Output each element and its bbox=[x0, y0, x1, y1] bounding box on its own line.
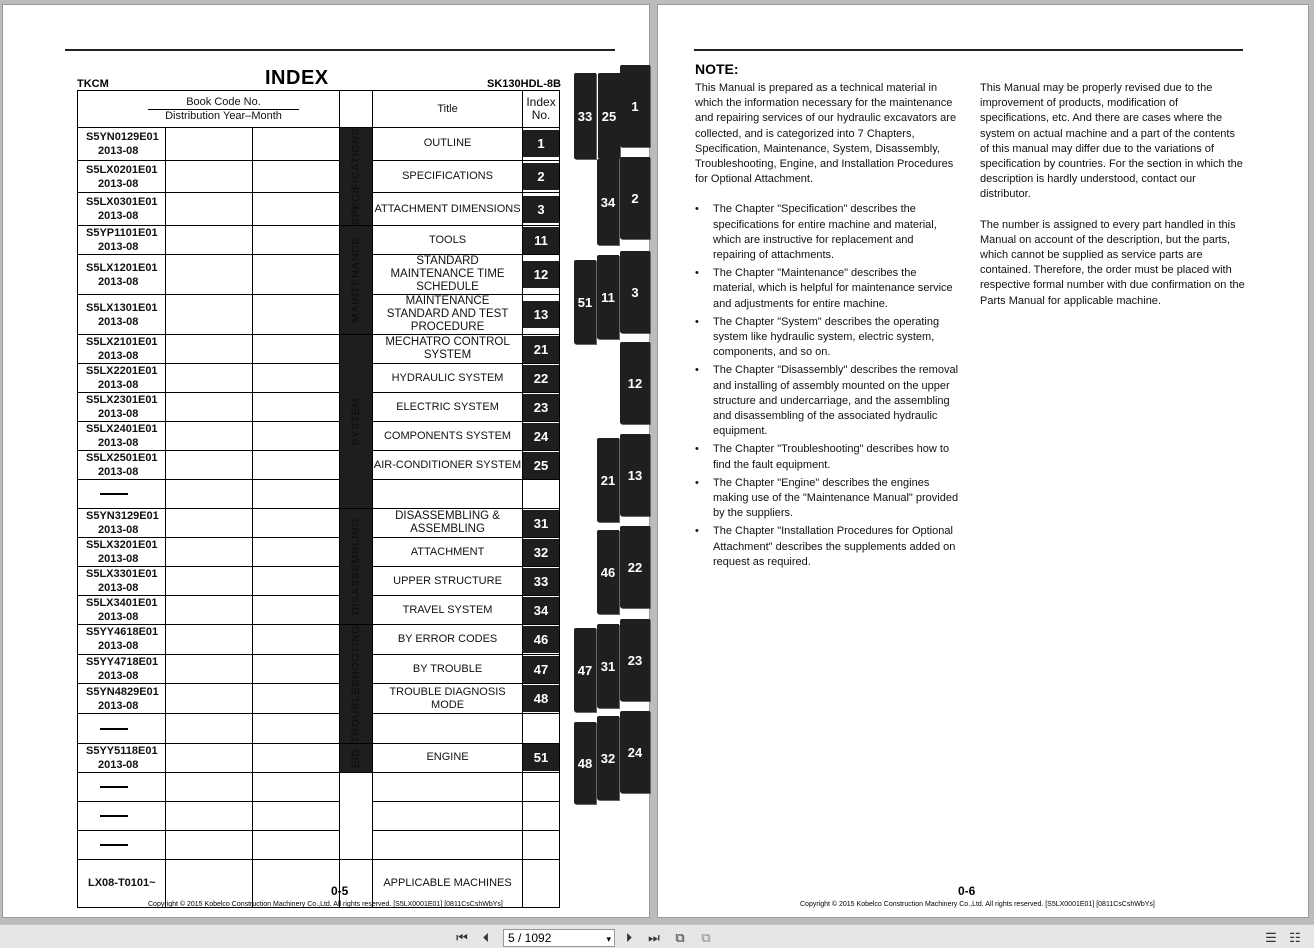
chapter-title[interactable]: TRAVEL SYSTEM bbox=[373, 596, 523, 625]
table-row bbox=[78, 451, 560, 480]
book-code-cell bbox=[78, 480, 166, 509]
index-number-cell[interactable] bbox=[523, 335, 560, 364]
left-column bbox=[695, 81, 959, 573]
blank-cell bbox=[166, 830, 253, 859]
index-tab[interactable]: 13 bbox=[620, 434, 650, 516]
index-tab[interactable]: 34 bbox=[597, 159, 619, 245]
chapter-title[interactable]: ATTACHMENT bbox=[373, 538, 523, 567]
blank-cell bbox=[166, 128, 253, 161]
book-code: S5YN0129E01 bbox=[86, 130, 159, 143]
blank-cell bbox=[253, 509, 340, 538]
chevron-down-icon[interactable]: ▾ bbox=[606, 934, 611, 944]
model-code: SK130HDL-8B bbox=[487, 78, 561, 90]
book-code: S5YP1101E01 bbox=[86, 227, 158, 240]
blank-cell bbox=[253, 193, 340, 226]
index-tab[interactable]: 47 bbox=[574, 628, 596, 712]
book-code-cell bbox=[78, 509, 166, 538]
index-number[interactable]: 25 bbox=[522, 452, 560, 479]
index-number[interactable]: 47 bbox=[522, 656, 560, 683]
index-number-cell[interactable] bbox=[523, 364, 560, 393]
index-number[interactable]: 51 bbox=[522, 744, 560, 771]
table-row bbox=[78, 830, 560, 859]
rotate-icon[interactable]: ⧉ bbox=[675, 929, 685, 945]
distribution-date: 2013-08 bbox=[98, 144, 139, 157]
book-code: S5LX3401E01 bbox=[86, 597, 158, 610]
two-page-view-icon[interactable]: ☷ bbox=[1289, 929, 1301, 945]
blank-cell bbox=[253, 654, 340, 684]
index-number-cell[interactable] bbox=[523, 859, 560, 907]
blank-cell bbox=[166, 684, 253, 714]
page-number: 0-5 bbox=[331, 884, 349, 898]
index-tab[interactable]: 46 bbox=[597, 530, 619, 614]
distribution-date: 2013-08 bbox=[98, 640, 139, 653]
book-code: S5LX3301E01 bbox=[86, 568, 158, 581]
chapter-title[interactable] bbox=[373, 714, 523, 744]
book-code: S5LX2501E01 bbox=[86, 452, 158, 465]
chapter-title[interactable]: AIR-CONDITIONER SYSTEM bbox=[373, 451, 523, 480]
book-code: S5LX2301E01 bbox=[86, 394, 158, 407]
blank-cell bbox=[166, 625, 253, 655]
index-number[interactable]: 1 bbox=[522, 130, 560, 157]
book-code-cell bbox=[78, 684, 166, 714]
blank-cell bbox=[253, 684, 340, 714]
index-number-cell[interactable] bbox=[523, 596, 560, 625]
distribution-date: 2013-08 bbox=[98, 758, 139, 771]
blank-cell bbox=[253, 364, 340, 393]
table-row bbox=[78, 160, 560, 193]
book-code-cell bbox=[78, 743, 166, 772]
index-number[interactable]: 24 bbox=[522, 423, 560, 450]
blank-cell bbox=[166, 714, 253, 744]
next-page-icon[interactable]: ⏵ bbox=[625, 929, 633, 945]
blank-cell bbox=[253, 567, 340, 596]
table-row bbox=[78, 128, 560, 161]
table-row bbox=[78, 654, 560, 684]
index-tab[interactable]: 2 bbox=[620, 157, 650, 239]
copyright: Copyright © 2015 Kobelco Construction Machinery Co.,Ltd. All rights reserved. [S5LX0001E01] [0811CsCshWbYs] bbox=[148, 901, 503, 908]
index-tab[interactable]: 12 bbox=[620, 342, 650, 424]
index-tab[interactable]: 11 bbox=[597, 255, 619, 339]
index-number-cell[interactable] bbox=[523, 160, 560, 193]
table-row bbox=[78, 422, 560, 451]
list-item: • The Chapter "Engine" describes the engines making use of the "Maintenance Manual" provided by the suppliers. bbox=[695, 476, 959, 522]
distribution-date: 2013-08 bbox=[98, 210, 139, 223]
parts-paragraph: The number is assigned to every part handled in this Manual on account of the description, but the parts, which cannot be supplied as service parts are contained. Therefore, the order must be placed with respective formal number with due confirmation on the Parts Manual for applicable machine. bbox=[980, 218, 1245, 307]
blank-cell bbox=[166, 364, 253, 393]
distribution-date: 2013-08 bbox=[98, 275, 139, 288]
table-row bbox=[78, 714, 560, 744]
distribution-date: 2013-08 bbox=[98, 699, 139, 712]
chapter-title[interactable]: SPECIFICATIONS bbox=[373, 160, 523, 193]
category-label: SYSTEM bbox=[350, 397, 363, 446]
chapter-title[interactable]: HYDRAULIC SYSTEM bbox=[373, 364, 523, 393]
category-maintenance bbox=[340, 226, 373, 335]
index-tab[interactable]: 21 bbox=[597, 438, 619, 522]
top-rule bbox=[694, 49, 1243, 51]
index-header bbox=[77, 67, 561, 91]
index-number-cell[interactable] bbox=[523, 743, 560, 772]
book-code: LX08-T0101~ bbox=[88, 877, 156, 890]
fit-icon[interactable]: ⧉ bbox=[701, 929, 711, 945]
index-no-header: Index No. bbox=[523, 91, 560, 128]
single-page-view-icon[interactable]: ☰ bbox=[1265, 929, 1277, 945]
distribution-date: 2013-08 bbox=[98, 466, 139, 479]
category-header bbox=[340, 91, 373, 128]
book-code-cell bbox=[78, 255, 166, 295]
chapter-title[interactable]: STANDARD MAINTENANCE TIME SCHEDULE bbox=[373, 255, 523, 295]
blank-cell bbox=[166, 160, 253, 193]
blank-cell bbox=[253, 226, 340, 255]
table-header-row bbox=[78, 91, 560, 128]
index-tab[interactable]: 33 bbox=[574, 73, 596, 159]
blank-cell bbox=[166, 772, 253, 801]
book-code-cell bbox=[78, 393, 166, 422]
blank-cell bbox=[253, 801, 340, 830]
index-table bbox=[77, 90, 560, 908]
category-label: TROUBLESHOOTING bbox=[350, 625, 363, 743]
chapter-title[interactable]: APPLICABLE MACHINES bbox=[373, 859, 523, 907]
blank-cell bbox=[166, 801, 253, 830]
category-troubleshooting bbox=[340, 625, 373, 744]
category-system bbox=[340, 335, 373, 509]
book-code-cell bbox=[78, 335, 166, 364]
distribution-date: 2013-08 bbox=[98, 437, 139, 450]
index-tab[interactable]: 48 bbox=[574, 722, 596, 804]
index-number[interactable]: 32 bbox=[522, 539, 560, 566]
index-tab[interactable]: 3 bbox=[620, 251, 650, 333]
distribution-date: 2013-08 bbox=[98, 670, 139, 683]
book-code-header: Book Code No. Distribution Year–Month bbox=[78, 91, 340, 128]
distribution-date: 2013-08 bbox=[98, 553, 139, 566]
blank-cell bbox=[253, 295, 340, 335]
blank-cell bbox=[253, 255, 340, 295]
book-code-cell bbox=[78, 772, 166, 801]
category-specifications bbox=[340, 128, 373, 226]
chapter-title[interactable] bbox=[373, 772, 523, 801]
index-number-cell[interactable] bbox=[523, 772, 560, 801]
blank-cell bbox=[253, 743, 340, 772]
book-code: S5LX3201E01 bbox=[86, 539, 158, 552]
blank-cell bbox=[253, 335, 340, 364]
index-number[interactable]: 34 bbox=[522, 597, 560, 624]
book-code: S5YY4718E01 bbox=[86, 656, 159, 669]
blank-cell bbox=[166, 596, 253, 625]
table-row bbox=[78, 801, 560, 830]
book-code-cell bbox=[78, 538, 166, 567]
chapter-title[interactable]: UPPER STRUCTURE bbox=[373, 567, 523, 596]
chapter-title[interactable]: ELECTRIC SYSTEM bbox=[373, 393, 523, 422]
chapter-list bbox=[695, 202, 959, 570]
blank-cell bbox=[253, 596, 340, 625]
index-tab[interactable]: 32 bbox=[597, 716, 619, 800]
chapter-title[interactable]: MECHATRO CONTROL SYSTEM bbox=[373, 335, 523, 364]
index-number[interactable]: 2 bbox=[522, 163, 560, 190]
blank-cell bbox=[253, 422, 340, 451]
table-row bbox=[78, 625, 560, 655]
header-left: TKCM bbox=[77, 78, 109, 90]
index-tab[interactable]: 1 bbox=[620, 65, 650, 147]
distribution-date: 2013-08 bbox=[98, 350, 139, 363]
index-number-cell[interactable] bbox=[523, 226, 560, 255]
distribution-date: 2013-08 bbox=[98, 524, 139, 537]
index-number[interactable]: 33 bbox=[522, 568, 560, 595]
index-number[interactable]: 23 bbox=[522, 394, 560, 421]
blank-cell bbox=[253, 480, 340, 509]
distribution-date: 2013-08 bbox=[98, 611, 139, 624]
category-disassembling bbox=[340, 509, 373, 625]
blank-cell bbox=[166, 451, 253, 480]
table-row bbox=[78, 255, 560, 295]
book-code-cell bbox=[78, 596, 166, 625]
chapter-title[interactable]: TROUBLE DIAGNOSIS MODE bbox=[373, 684, 523, 714]
list-item: • The Chapter "Troubleshooting" describes how to find the fault equipment. bbox=[695, 442, 959, 472]
chapter-title[interactable]: BY TROUBLE bbox=[373, 654, 523, 684]
index-title: INDEX bbox=[265, 67, 329, 89]
blank-cell bbox=[166, 567, 253, 596]
table-row bbox=[78, 509, 560, 538]
index-number-cell[interactable] bbox=[523, 830, 560, 859]
viewer-toolbar bbox=[0, 924, 1314, 948]
chapter-title[interactable]: ENGINE bbox=[373, 743, 523, 772]
book-code-cell bbox=[78, 654, 166, 684]
distribution-date: 2013-08 bbox=[98, 177, 139, 190]
book-code-cell bbox=[78, 160, 166, 193]
list-item: • The Chapter "Maintenance" describes the material, which is helpful for maintenance service and adjustments for entire machine. bbox=[695, 266, 959, 312]
table-row bbox=[78, 193, 560, 226]
index-number-cell[interactable] bbox=[523, 567, 560, 596]
table-row bbox=[78, 226, 560, 255]
book-code: S5YY4618E01 bbox=[86, 626, 159, 639]
first-page-icon[interactable]: ⏮ bbox=[456, 929, 468, 945]
table-row bbox=[78, 743, 560, 772]
index-tab[interactable]: 23 bbox=[620, 619, 650, 701]
book-code-cell bbox=[78, 422, 166, 451]
copyright: Copyright © 2015 Kobelco Construction Machinery Co.,Ltd. All rights reserved. [S5LX0001E01] [0811CsCshWbYs] bbox=[800, 901, 1155, 908]
dash-mark bbox=[100, 493, 128, 495]
index-number-cell[interactable] bbox=[523, 422, 560, 451]
index-number[interactable]: 46 bbox=[522, 626, 560, 653]
book-code: S5LX2201E01 bbox=[86, 365, 158, 378]
book-code-cell bbox=[78, 801, 166, 830]
book-code: S5YN4829E01 bbox=[86, 685, 159, 698]
blank-cell bbox=[253, 830, 340, 859]
page-right bbox=[657, 4, 1309, 918]
blank-cell bbox=[166, 335, 253, 364]
blank-cell bbox=[166, 255, 253, 295]
index-number[interactable]: 3 bbox=[522, 196, 560, 223]
category-label: E/G bbox=[350, 747, 363, 768]
index-number-cell[interactable] bbox=[523, 538, 560, 567]
book-code-cell bbox=[78, 364, 166, 393]
index-number-cell[interactable] bbox=[523, 295, 560, 335]
chapter-title[interactable]: OUTLINE bbox=[373, 128, 523, 161]
table-row bbox=[78, 596, 560, 625]
index-number-cell[interactable] bbox=[523, 393, 560, 422]
chapter-title[interactable]: DISASSEMBLING & ASSEMBLING bbox=[373, 509, 523, 538]
table-row bbox=[78, 684, 560, 714]
chapter-title[interactable] bbox=[373, 830, 523, 859]
blank-cell bbox=[166, 538, 253, 567]
index-tab[interactable]: 51 bbox=[574, 260, 596, 344]
index-number[interactable]: 22 bbox=[522, 365, 560, 392]
book-code: S5LX2101E01 bbox=[86, 336, 158, 349]
blank-cell bbox=[253, 772, 340, 801]
page-number: 0-6 bbox=[958, 884, 976, 898]
blank-cell bbox=[166, 654, 253, 684]
blank-cell bbox=[166, 295, 253, 335]
category-eg bbox=[340, 743, 373, 772]
book-code-cell bbox=[78, 128, 166, 161]
blank-cell bbox=[166, 226, 253, 255]
blank-cell bbox=[166, 393, 253, 422]
category-label: DISASSEMBLING bbox=[350, 518, 363, 616]
index-number-cell[interactable] bbox=[523, 451, 560, 480]
index-number-cell[interactable] bbox=[523, 128, 560, 161]
index-number-cell[interactable] bbox=[523, 480, 560, 509]
chapter-title[interactable] bbox=[373, 801, 523, 830]
page-number-input[interactable]: 5 / 1092 ▾ bbox=[503, 929, 615, 947]
chapter-title[interactable]: ATTACHMENT DIMENSIONS bbox=[373, 193, 523, 226]
dash-mark bbox=[100, 728, 128, 730]
blank-cell bbox=[166, 193, 253, 226]
page-left bbox=[2, 4, 650, 918]
index-number-cell[interactable] bbox=[523, 255, 560, 295]
book-code-cell bbox=[78, 193, 166, 226]
list-item: • The Chapter "Disassembly" describes the removal and installing of assembly mounted on the upper structure and undercarriage, and the assembling and disassembling of the associated hydraulic equipment. bbox=[695, 363, 959, 439]
book-code: S5LX0201E01 bbox=[86, 163, 158, 176]
list-item: • The Chapter "Specification" describes the specifications for entire machine and material, which are instructive for replacement and repairing of attachments. bbox=[695, 202, 959, 263]
category-label: MAINTENANCE bbox=[350, 237, 363, 323]
table-row bbox=[78, 364, 560, 393]
book-code-cell bbox=[78, 567, 166, 596]
blank-cell bbox=[253, 625, 340, 655]
index-number-cell[interactable] bbox=[523, 684, 560, 714]
book-code: S5LX1301E01 bbox=[86, 301, 158, 314]
distribution-date: 2013-08 bbox=[98, 582, 139, 595]
blank-cell bbox=[253, 538, 340, 567]
list-item: • The Chapter "System" describes the operating system like hydraulic system, electric system, components, and so on. bbox=[695, 315, 959, 361]
chapter-title[interactable]: BY ERROR CODES bbox=[373, 625, 523, 655]
index-number[interactable]: 12 bbox=[522, 261, 560, 288]
note-title: NOTE: bbox=[695, 61, 739, 77]
blank-cell bbox=[253, 160, 340, 193]
index-number-cell[interactable] bbox=[523, 625, 560, 655]
book-code: S5YN3129E01 bbox=[86, 510, 159, 523]
distribution-date: 2013-08 bbox=[98, 408, 139, 421]
table-row bbox=[78, 567, 560, 596]
chapter-title[interactable]: COMPONENTS SYSTEM bbox=[373, 422, 523, 451]
book-code: S5LX0301E01 bbox=[86, 196, 158, 209]
index-number[interactable]: 31 bbox=[522, 510, 560, 537]
table-row bbox=[78, 772, 560, 801]
index-tab[interactable]: 22 bbox=[620, 526, 650, 608]
last-page-icon[interactable]: ⏭ bbox=[648, 929, 660, 945]
chapter-title[interactable] bbox=[373, 480, 523, 509]
chapter-title[interactable]: MAINTENANCE STANDARD AND TEST PROCEDURE bbox=[373, 295, 523, 335]
blank-cell bbox=[166, 509, 253, 538]
index-tab[interactable]: 31 bbox=[597, 624, 619, 708]
blank-cell bbox=[253, 714, 340, 744]
index-number-cell[interactable] bbox=[523, 714, 560, 744]
distribution-date: 2013-08 bbox=[98, 241, 139, 254]
index-number-cell[interactable] bbox=[523, 193, 560, 226]
blank-cell bbox=[166, 743, 253, 772]
category-label: SPECIFICATIONS bbox=[350, 128, 363, 226]
revision-paragraph: This Manual may be properly revised due to the improvement of products, modification of specifications, etc. And there are cases where the system on actual machine and a part of the contents of this manual may differ due to the variations of specification by countries. For the section in which the description is hardly understood, contact our distributor. bbox=[980, 82, 1243, 201]
blank-cell bbox=[166, 480, 253, 509]
category-blank bbox=[340, 772, 373, 859]
distribution-date: 2013-08 bbox=[98, 379, 139, 392]
blank-cell bbox=[166, 422, 253, 451]
index-number-cell[interactable] bbox=[523, 509, 560, 538]
intro-paragraph: This Manual is prepared as a technical material in which the information necessary for the maintenance and repairing services of our hydraulic excavators are collected, and is categorized into 7 Chapters, Specification, Maintenance, System, Disassembly, Troubleshooting, Engine, and Installation Procedures for Optional Attachment. bbox=[695, 82, 957, 186]
list-item: • The Chapter "Installation Procedures for Optional Attachment" describes the supplements added on request as required. bbox=[695, 524, 959, 570]
index-number[interactable]: 11 bbox=[522, 227, 560, 254]
book-code-cell bbox=[78, 830, 166, 859]
title-header: Title bbox=[373, 91, 523, 128]
index-number-cell[interactable] bbox=[523, 654, 560, 684]
book-code-cell bbox=[78, 451, 166, 480]
dash-mark bbox=[100, 844, 128, 846]
book-code: S5LX1201E01 bbox=[86, 261, 158, 274]
blank-cell bbox=[253, 451, 340, 480]
book-code-cell bbox=[78, 714, 166, 744]
book-code: S5LX2401E01 bbox=[86, 423, 158, 436]
index-number[interactable]: 13 bbox=[522, 301, 560, 328]
blank-cell bbox=[253, 393, 340, 422]
prev-page-icon[interactable]: ⏴ bbox=[482, 929, 490, 945]
right-column bbox=[980, 81, 1246, 324]
blank-cell bbox=[253, 128, 340, 161]
index-tab[interactable]: 25 bbox=[598, 73, 620, 159]
index-tab[interactable]: 24 bbox=[620, 711, 650, 793]
distribution-date: 2013-08 bbox=[98, 315, 139, 328]
table-row bbox=[78, 335, 560, 364]
book-code-cell bbox=[78, 226, 166, 255]
book-code-cell bbox=[78, 295, 166, 335]
table-row bbox=[78, 393, 560, 422]
book-code-cell bbox=[78, 625, 166, 655]
book-code: S5YY5118E01 bbox=[86, 744, 158, 757]
table-row bbox=[78, 295, 560, 335]
top-rule bbox=[65, 49, 615, 51]
table-row bbox=[78, 538, 560, 567]
table-row bbox=[78, 480, 560, 509]
index-number-cell[interactable] bbox=[523, 801, 560, 830]
dash-mark bbox=[100, 786, 128, 788]
index-number[interactable]: 48 bbox=[522, 685, 560, 712]
index-number[interactable]: 21 bbox=[522, 336, 560, 363]
dash-mark bbox=[100, 815, 128, 817]
chapter-title[interactable]: TOOLS bbox=[373, 226, 523, 255]
